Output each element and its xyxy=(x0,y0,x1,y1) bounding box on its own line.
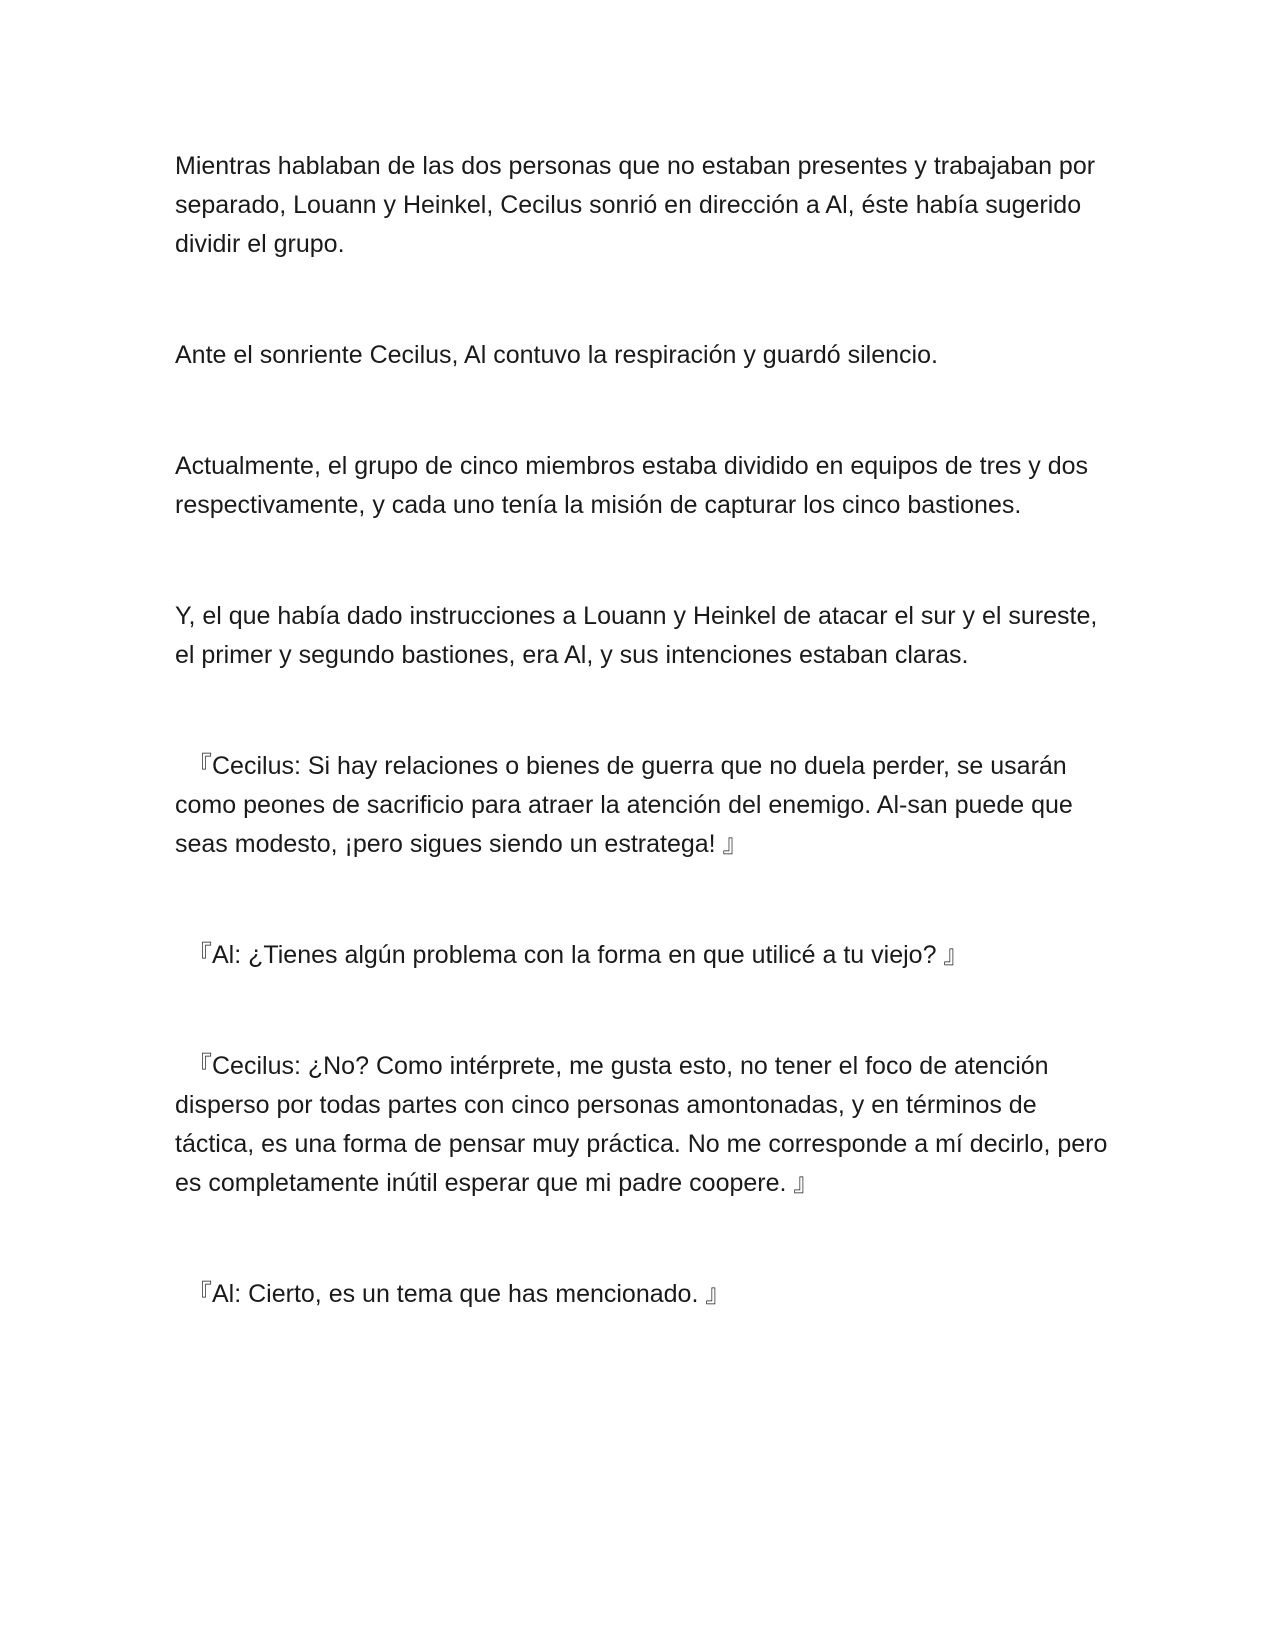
dialogue-al-2: 『Al: Cierto, es un tema que has mencionado. 』 xyxy=(187,1280,731,1308)
paragraph-3: Actualmente, el grupo de cinco miembros estaba dividido en equipos de tres y dos respectivamente, y cada uno tenía la misión de capturar los cinco bastiones. xyxy=(175,452,1095,519)
dialogue-cecilus-2: 『Cecilus: ¿No? Como intérprete, me gusta esto, no tener el foco de atención disperso por todas partes con cinco personas amontonadas, y en términos de táctica, es una forma de pensar muy práctica. No me corresponde a mí decirlo, pero es completamente inútil esperar que mi padre coopere. 』 xyxy=(175,1052,1115,1197)
document-body xyxy=(175,147,1115,1386)
paragraph-1: Mientras hablaban de las dos personas que no estaban presentes y trabajaban por separado, Louann y Heinkel, Cecilus sonrió en dirección a Al, éste había sugerido dividir el grupo. xyxy=(175,152,1103,258)
paragraph-4: Y, el que había dado instrucciones a Louann y Heinkel de atacar el sur y el sureste, el primer y segundo bastiones, era Al, y sus intenciones estaban claras. xyxy=(175,602,1105,669)
dialogue-cecilus-1: 『Cecilus: Si hay relaciones o bienes de guerra que no duela perder, se usarán como peones de sacrificio para atraer la atención del enemigo. Al-san puede que seas modesto, ¡pero sigues siendo un estratega! 』 xyxy=(175,752,1080,858)
dialogue-al-1: 『Al: ¿Tienes algún problema con la forma en que utilicé a tu viejo? 』 xyxy=(187,941,969,969)
paragraph-2: Ante el sonriente Cecilus, Al contuvo la respiración y guardó silencio. xyxy=(175,341,938,369)
